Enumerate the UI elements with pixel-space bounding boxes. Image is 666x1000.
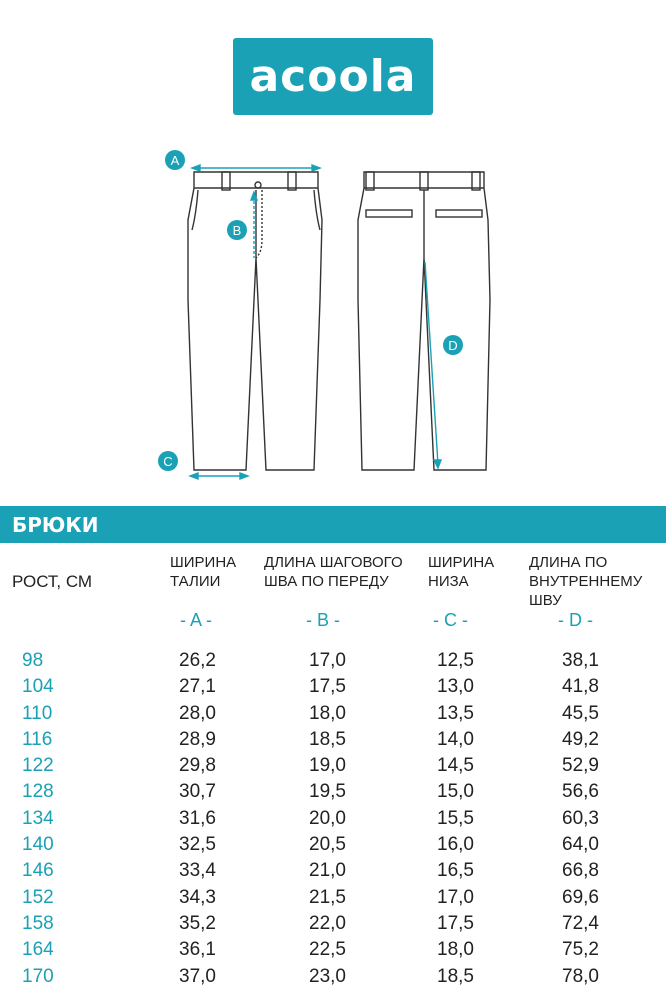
size-table xyxy=(0,648,666,990)
cell-d: 72,4 xyxy=(562,912,599,934)
letter-d: - D - xyxy=(558,610,593,630)
cell-b: 23,0 xyxy=(309,965,346,987)
cell-b: 18,0 xyxy=(309,702,346,724)
title-banner xyxy=(0,506,666,543)
letter-b: - B - xyxy=(306,610,340,630)
brand-logo xyxy=(233,38,433,115)
cell-a: 36,1 xyxy=(179,939,216,961)
table-row xyxy=(0,753,666,779)
cell-d: 64,0 xyxy=(562,834,599,856)
table-row xyxy=(0,832,666,858)
letter-a: - A - xyxy=(180,610,213,630)
pants-diagram xyxy=(0,130,666,500)
marker-b xyxy=(227,220,247,240)
cell-c: 12,5 xyxy=(437,650,474,671)
marker-a-label: A xyxy=(170,153,180,168)
table-row xyxy=(0,964,666,990)
cell-a: 28,0 xyxy=(179,702,216,724)
marker-b-label: B xyxy=(232,223,242,238)
header-inner-seam: ДЛИНА ПО ВНУТРЕННЕМУ ШВУ xyxy=(529,554,643,609)
marker-c-label: C xyxy=(163,454,173,469)
header-front-inseam: ДЛИНА ШАГОВОГО ШВА ПО ПЕРЕДУ xyxy=(264,554,403,590)
cell-height: 104 xyxy=(22,676,54,698)
cell-d: 69,6 xyxy=(562,886,599,908)
table-row xyxy=(0,727,666,753)
cell-d: 52,9 xyxy=(562,755,599,777)
table-row xyxy=(0,937,666,963)
cell-d: 56,6 xyxy=(562,781,599,803)
cell-c: 16,5 xyxy=(437,860,474,882)
table-row xyxy=(0,806,666,832)
cell-a: 35,2 xyxy=(179,912,216,934)
table-row xyxy=(0,779,666,805)
cell-height: 98 xyxy=(22,650,44,671)
cell-a: 27,1 xyxy=(179,676,216,698)
cell-c: 17,0 xyxy=(437,886,474,908)
table-row xyxy=(0,701,666,727)
cell-height: 170 xyxy=(22,965,54,987)
cell-c: 16,0 xyxy=(437,834,474,856)
letter-c: - C - xyxy=(433,610,468,630)
cell-d: 75,2 xyxy=(562,939,599,961)
cell-a: 28,9 xyxy=(179,728,216,750)
cell-b: 22,5 xyxy=(309,939,346,961)
marker-d xyxy=(443,335,463,355)
cell-c: 17,5 xyxy=(437,912,474,934)
cell-c: 13,5 xyxy=(437,702,474,724)
cell-height: 116 xyxy=(22,728,53,750)
cell-b: 19,0 xyxy=(309,755,346,777)
cell-height: 164 xyxy=(22,939,54,961)
cell-height: 110 xyxy=(22,702,53,724)
cell-height: 146 xyxy=(22,860,54,882)
table-row xyxy=(0,858,666,884)
table-row xyxy=(0,911,666,937)
cell-a: 34,3 xyxy=(179,886,216,908)
cell-b: 17,0 xyxy=(309,650,346,671)
header-height: РОСТ, СМ xyxy=(12,572,93,591)
cell-d: 45,5 xyxy=(562,702,599,724)
marker-c xyxy=(158,451,178,471)
cell-height: 140 xyxy=(22,834,54,856)
cell-d: 66,8 xyxy=(562,860,599,882)
cell-a: 30,7 xyxy=(179,781,216,803)
cell-c: 15,5 xyxy=(437,807,474,829)
cell-height: 134 xyxy=(22,807,54,829)
marker-d-label: D xyxy=(448,338,458,353)
cell-b: 21,5 xyxy=(309,886,346,908)
cell-a: 33,4 xyxy=(179,860,216,882)
table-row xyxy=(0,885,666,911)
page-title: БРЮКИ xyxy=(12,512,99,537)
cell-height: 122 xyxy=(22,755,54,777)
cell-b: 22,0 xyxy=(309,912,346,934)
cell-d: 41,8 xyxy=(562,676,599,698)
cell-c: 14,5 xyxy=(437,755,474,777)
cell-d: 78,0 xyxy=(562,965,599,987)
cell-height: 152 xyxy=(22,886,54,908)
cell-a: 26,2 xyxy=(179,650,216,671)
table-row xyxy=(0,674,666,700)
cell-a: 29,8 xyxy=(179,755,216,777)
table-row xyxy=(0,648,666,674)
cell-b: 20,5 xyxy=(309,834,346,856)
cell-d: 49,2 xyxy=(562,728,599,750)
cell-a: 31,6 xyxy=(179,807,216,829)
cell-c: 13,0 xyxy=(437,676,474,698)
cell-a: 37,0 xyxy=(179,965,216,987)
brand-logo-text: acoola xyxy=(249,50,417,102)
cell-b: 18,5 xyxy=(309,728,346,750)
cell-d: 38,1 xyxy=(562,650,599,671)
cell-b: 19,5 xyxy=(309,781,346,803)
header-hem-width: ШИРИНА НИЗА xyxy=(428,554,495,590)
cell-c: 15,0 xyxy=(437,781,474,803)
cell-b: 17,5 xyxy=(309,676,346,698)
cell-height: 128 xyxy=(22,781,54,803)
front-pants-outline xyxy=(188,172,322,470)
cell-d: 60,3 xyxy=(562,807,599,829)
cell-a: 32,5 xyxy=(179,834,216,856)
cell-c: 18,5 xyxy=(437,965,474,987)
marker-a xyxy=(165,150,185,170)
cell-height: 158 xyxy=(22,912,54,934)
cell-c: 18,0 xyxy=(437,939,474,961)
header-waist-width: ШИРИНА ТАЛИИ xyxy=(170,554,237,590)
cell-b: 21,0 xyxy=(309,860,346,882)
cell-b: 20,0 xyxy=(309,807,346,829)
cell-c: 14,0 xyxy=(437,728,474,750)
